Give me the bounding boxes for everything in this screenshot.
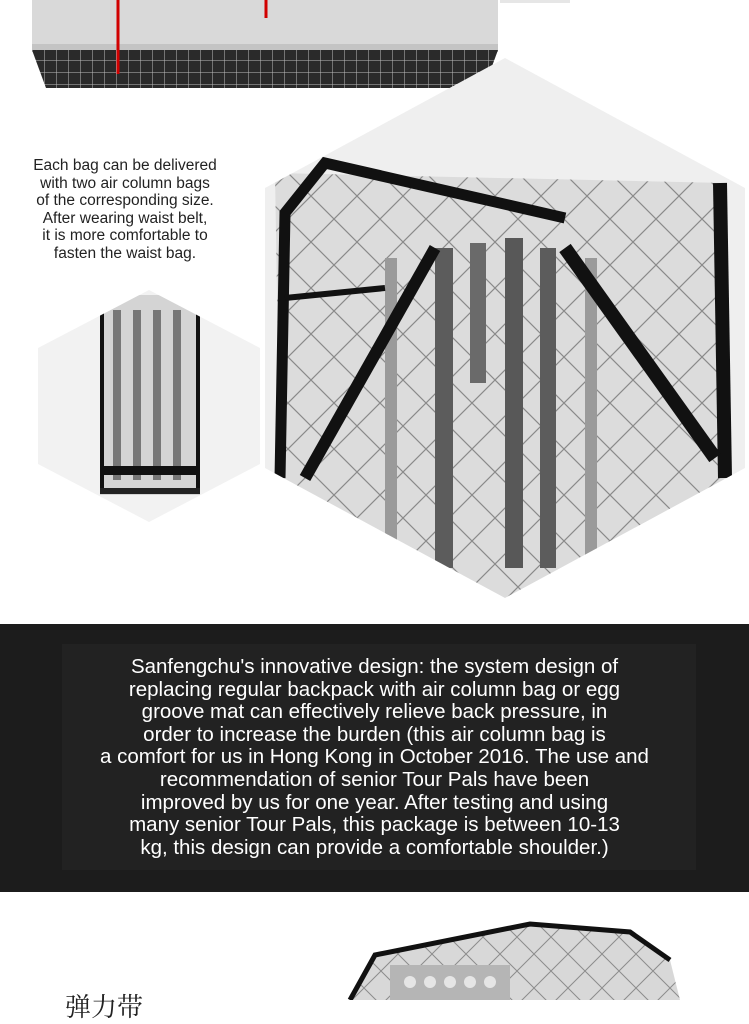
elastic-band-label: 弹力带 <box>65 993 144 1023</box>
caption-line: of the corresponding size. <box>36 192 214 210</box>
caption-line: with two air column bags <box>40 174 210 192</box>
caption-line: After wearing waist belt, <box>42 209 208 227</box>
description-line: recommendation of senior Tour Pals have been <box>159 767 590 791</box>
description-line: kg, this design can provide a comfortable shoulder.) <box>140 835 609 859</box>
description-line: order to increase the burden (this air column bag is <box>143 722 606 746</box>
description-line: a comfort for us in Hong Kong in October 2016. The use and <box>100 745 649 769</box>
description-text <box>0 656 749 859</box>
folded-air-column-bag-photo <box>38 290 260 522</box>
description-line: improved by us for one year. After testing and using <box>140 790 609 814</box>
bag-elastic-band-photo <box>330 920 690 1000</box>
feature-caption <box>10 157 240 263</box>
description-line: Sanfengchu's innovative design: the system design of <box>130 655 619 678</box>
decorative-shape <box>500 0 570 6</box>
caption-line: it is more comfortable to <box>42 227 208 245</box>
description-line: many senior Tour Pals, this package is between 10-13 <box>129 813 620 837</box>
air-column-bag-closeup-photo <box>265 58 745 598</box>
description-line: replacing regular backpack with air column bag or egg <box>128 677 621 701</box>
caption-line: Each bag can be delivered <box>33 157 217 174</box>
caption-line: fasten the waist bag. <box>53 244 197 262</box>
description-band <box>0 624 749 892</box>
description-line: groove mat can effectively relieve back pressure, in <box>141 700 608 724</box>
